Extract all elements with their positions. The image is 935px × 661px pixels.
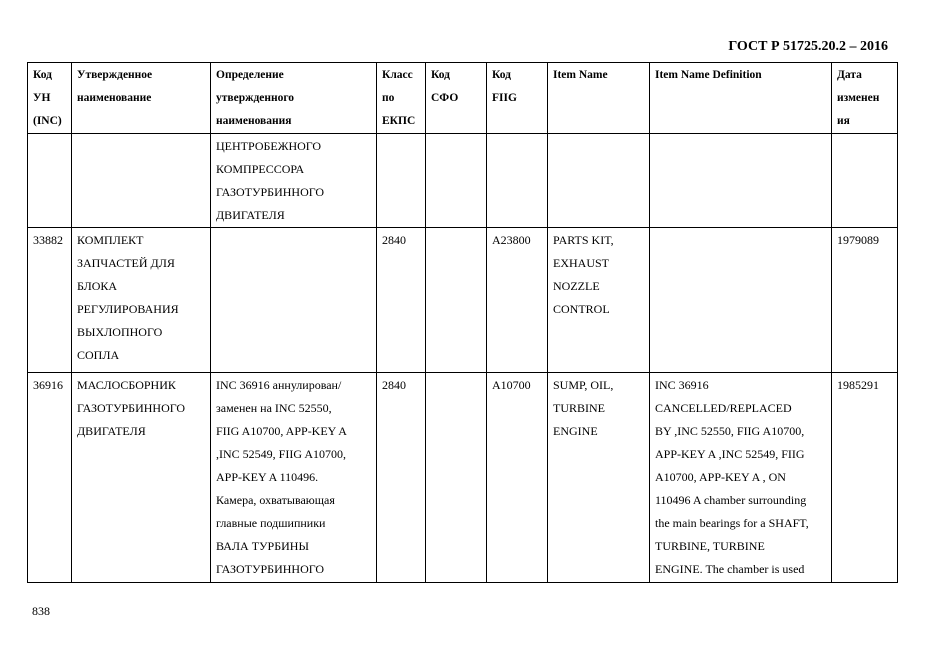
cell-fiig: A10700 bbox=[487, 373, 548, 583]
cell-item-name bbox=[548, 134, 650, 228]
cell-date: 1985291 bbox=[832, 373, 898, 583]
col-header-item-name: Item Name bbox=[548, 63, 650, 134]
cell-sfo bbox=[426, 373, 487, 583]
cell-inc: 36916 bbox=[28, 373, 72, 583]
table-row bbox=[28, 134, 898, 228]
col-header-ekps-class: Класс по ЕКПС bbox=[377, 63, 426, 134]
table-header-row bbox=[28, 63, 898, 134]
cell-ekps: 2840 bbox=[377, 373, 426, 583]
cell-approved-name bbox=[72, 134, 211, 228]
cell-definition: ЦЕНТРОБЕЖНОГО КОМПРЕССОРА ГАЗОТУРБИННОГО ДВИГАТЕЛЯ bbox=[211, 134, 377, 228]
cell-inc: 33882 bbox=[28, 228, 72, 373]
col-header-fiig-code: Код FIIG bbox=[487, 63, 548, 134]
cell-item-definition bbox=[650, 228, 832, 373]
col-header-inc: Код УН (INC) bbox=[28, 63, 72, 134]
cell-inc bbox=[28, 134, 72, 228]
cell-fiig bbox=[487, 134, 548, 228]
table-row bbox=[28, 228, 898, 373]
cell-approved-name: МАСЛОСБОРНИК ГАЗОТУРБИННОГО ДВИГАТЕЛЯ bbox=[72, 373, 211, 583]
cell-date bbox=[832, 134, 898, 228]
cell-date: 1979089 bbox=[832, 228, 898, 373]
document-standard-title: ГОСТ Р 51725.20.2 – 2016 bbox=[728, 39, 888, 54]
cell-item-definition bbox=[650, 134, 832, 228]
cell-item-definition: INC 36916 CANCELLED/REPLACED BY ,INC 52550, FIIG A10700, APP-KEY A ,INC 52549, FIIG A10700, APP-KEY A , ON 110496 A chamber surrounding the main bearings for a SHAFT, TURBINE, TURBINE ENGINE. The chamber is used bbox=[650, 373, 832, 583]
cell-ekps: 2840 bbox=[377, 228, 426, 373]
cell-fiig: A23800 bbox=[487, 228, 548, 373]
cell-definition: INC 36916 аннулирован/ заменен на INC 52550, FIIG A10700, APP-KEY A ,INC 52549, FIIG A10700, APP-KEY A 110496. Камера, охватывающая главные подшипники ВАЛА ТУРБИНЫ ГАЗОТУРБИННОГО bbox=[211, 373, 377, 583]
cell-sfo bbox=[426, 134, 487, 228]
col-header-change-date: Дата изменен ия bbox=[832, 63, 898, 134]
cell-ekps bbox=[377, 134, 426, 228]
cell-approved-name: КОМПЛЕКТ ЗАПЧАСТЕЙ ДЛЯ БЛОКА РЕГУЛИРОВАНИЯ ВЫХЛОПНОГО СОПЛА bbox=[72, 228, 211, 373]
col-header-item-name-definition: Item Name Definition bbox=[650, 63, 832, 134]
data-table bbox=[27, 62, 898, 583]
cell-item-name: PARTS KIT, EXHAUST NOZZLE CONTROL bbox=[548, 228, 650, 373]
col-header-sfo-code: Код СФО bbox=[426, 63, 487, 134]
cell-definition bbox=[211, 228, 377, 373]
page-number: 838 bbox=[32, 604, 50, 618]
table-row bbox=[28, 373, 898, 583]
cell-item-name: SUMP, OIL, TURBINE ENGINE bbox=[548, 373, 650, 583]
col-header-approved-name: Утвержденное наименование bbox=[72, 63, 211, 134]
col-header-definition: Определение утвержденного наименования bbox=[211, 63, 377, 134]
cell-sfo bbox=[426, 228, 487, 373]
